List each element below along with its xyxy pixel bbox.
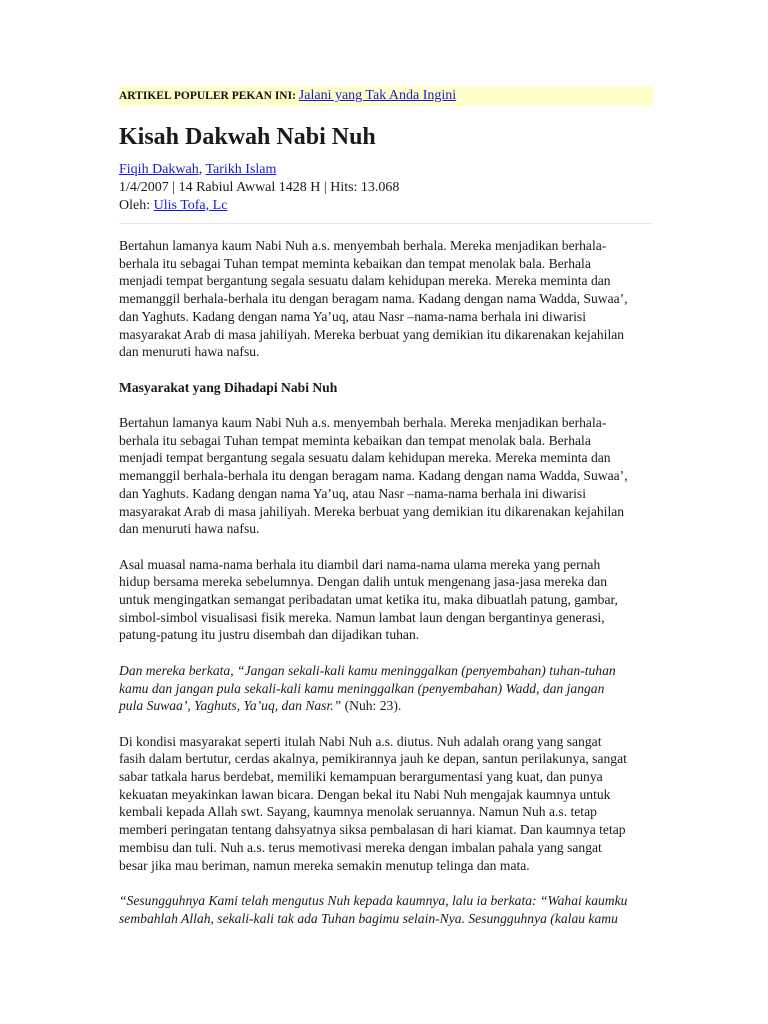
text-line: Bertahun lamanya kaum Nabi Nuh a.s. menyembah berhala. Mereka menjadikan berhala- xyxy=(119,238,607,253)
text-line: kembali kepada Allah swt. Sayang, kaumnya menolak seruannya. Namun Nuh a.s. tetap xyxy=(119,804,597,820)
text-line: dan Yaghuts. Kadang dengan nama Ya’uq, atau Nasr –nama-nama berhala ini diwarisi xyxy=(119,308,586,324)
author-prefix: Oleh: xyxy=(119,198,154,213)
text-line: Asal muasal nama-nama berhala itu diambil dari nama-nama ulama mereka yang pernah xyxy=(119,556,601,572)
text-line: Di kondisi masyarakat seperti itulah Nabi Nuh a.s. diutus. Nuh adalah orang yang sangat xyxy=(119,733,602,749)
text-line: simbol-simbol visualisasi fisik mereka. Namun lambat laun dengan bergantinya generasi, xyxy=(119,609,605,625)
quote-last-line xyxy=(119,697,653,715)
text-line: berhala itu sebagai Tuhan tempat meminta kebaikan dan tempat menolak bala. Berhala xyxy=(119,432,591,448)
text-line: menjadi tempat bergantung segala sesuatu dalam kehidupan mereka. Mereka meminta dan xyxy=(119,450,611,466)
category-link-tarikh-islam[interactable]: Tarikh Islam xyxy=(205,162,277,177)
article-dateline: 1/4/2007 | 14 Rabiul Awwal 1428 H | Hits: 13.068 xyxy=(119,180,400,195)
text-line: hidup bersama mereka sebelumnya. Dengan dalih untuk mengenang jasa-jasa mereka dan xyxy=(119,574,608,590)
category-link-fiqih-dakwah[interactable]: Fiqih Dakwah xyxy=(119,162,199,177)
text-line: Bertahun lamanya kaum Nabi Nuh a.s. menyembah berhala. Mereka menjadikan berhala- xyxy=(119,415,607,430)
header-divider xyxy=(119,223,653,224)
text-line: membisu dan tuli. Nuh a.s. terus memotivasi mereka dengan imbalan pahala yang sangat xyxy=(119,839,602,855)
quote-nuh-23 xyxy=(119,662,653,715)
quote-line: kamu dan jangan pula sekali-kali kamu meninggalkan (penyembahan) Wadd, dan jangan xyxy=(119,680,605,696)
text-line: besar jika mau beriman, namun mereka semakin menutup telinga dan mata. xyxy=(119,857,530,873)
author-link[interactable]: Ulis Tofa, Lc xyxy=(153,198,228,213)
article-meta xyxy=(119,161,653,215)
text-line: dan Yaghuts. Kadang dengan nama Ya’uq, atau Nasr –nama-nama berhala ini diwarisi xyxy=(119,485,586,501)
text-line: untuk mengingatkan semangat peribadatan umat ketika itu, maka dibuatlah patung, gambar, xyxy=(119,592,618,608)
quote-line: sembahlah Allah, sekali-kali tak ada Tuhan bagimu selain-Nya. Sesungguhnya (kalau kamu xyxy=(119,910,618,926)
text-line: menjadi tempat bergantung segala sesuatu dalam kehidupan mereka. Mereka meminta dan xyxy=(119,273,611,289)
paragraph-origin xyxy=(119,556,653,645)
text-line: masyarakat Arab di masa jahiliyah. Mereka berbuat yang demikian itu dikarenakan kejahilan xyxy=(119,326,625,342)
text-line: kekuatan meyakinkan lawan bicara. Dengan bekal itu Nabi Nuh mengajak kaumnya untuk xyxy=(119,786,611,802)
author-line xyxy=(119,197,653,215)
section-heading: Masyarakat yang Dihadapi Nabi Nuh xyxy=(119,379,338,395)
text-line: dan menuruti hawa nafsu. xyxy=(119,521,260,537)
text-line: dan menuruti hawa nafsu. xyxy=(119,344,260,360)
quote-line: Dan mereka berkata, “Jangan sekali-kali kamu meninggalkan (penyembahan) tuhan-tuhan xyxy=(119,662,616,678)
popular-article-link[interactable]: Jalani yang Tak Anda Ingini xyxy=(298,88,457,103)
article-title: Kisah Dakwah Nabi Nuh xyxy=(119,124,376,150)
paragraph-mission xyxy=(119,733,653,875)
article-body xyxy=(119,237,653,945)
category-separator: , xyxy=(198,162,206,177)
text-line: masyarakat Arab di masa jahiliyah. Mereka berbuat yang demikian itu dikarenakan kejahilan xyxy=(119,503,625,519)
text-line: sabar tatkala harus berdebat, memiliki kemampuan berargumentasi yang kuat, dan punya xyxy=(119,769,603,785)
popular-article-banner xyxy=(119,86,653,106)
category-line xyxy=(119,161,653,179)
banner-label: ARTIKEL POPULER PEKAN INI: xyxy=(119,90,296,102)
quote-second xyxy=(119,892,653,927)
article-page xyxy=(119,86,653,926)
text-line: patung-patung itu justru disembah dan dijadikan tuhan. xyxy=(119,627,420,643)
text-line: fasih dalam bertutur, cerdas akalnya, pemikirannya jauh ke depan, santun perilakunya, sangat xyxy=(119,751,627,767)
text-line: memanggil berhala-berhala itu dengan beragam nama. Kadang dengan nama Wadda, Suwaa’, xyxy=(119,291,628,307)
quote-line: “Sesungguhnya Kami telah mengutus Nuh kepada kaumnya, lalu ia berkata: “Wahai kaumku xyxy=(119,892,628,908)
quote-reference: (Nuh: 23). xyxy=(341,698,402,714)
text-line: memanggil berhala-berhala itu dengan beragam nama. Kadang dengan nama Wadda, Suwaa’, xyxy=(119,468,628,484)
text-line: memberi peringatan tentang dahsyatnya siksa pembalasan di hari kiamat. Dan kaumnya tetap xyxy=(119,822,626,838)
quote-line: pula Suwaa’, Yaghuts, Ya’uq, dan Nasr.” xyxy=(119,698,342,714)
paragraph-intro xyxy=(119,237,653,361)
text-line: berhala itu sebagai Tuhan tempat meminta kebaikan dan tempat menolak bala. Berhala xyxy=(119,255,591,271)
paragraph-society xyxy=(119,414,653,538)
